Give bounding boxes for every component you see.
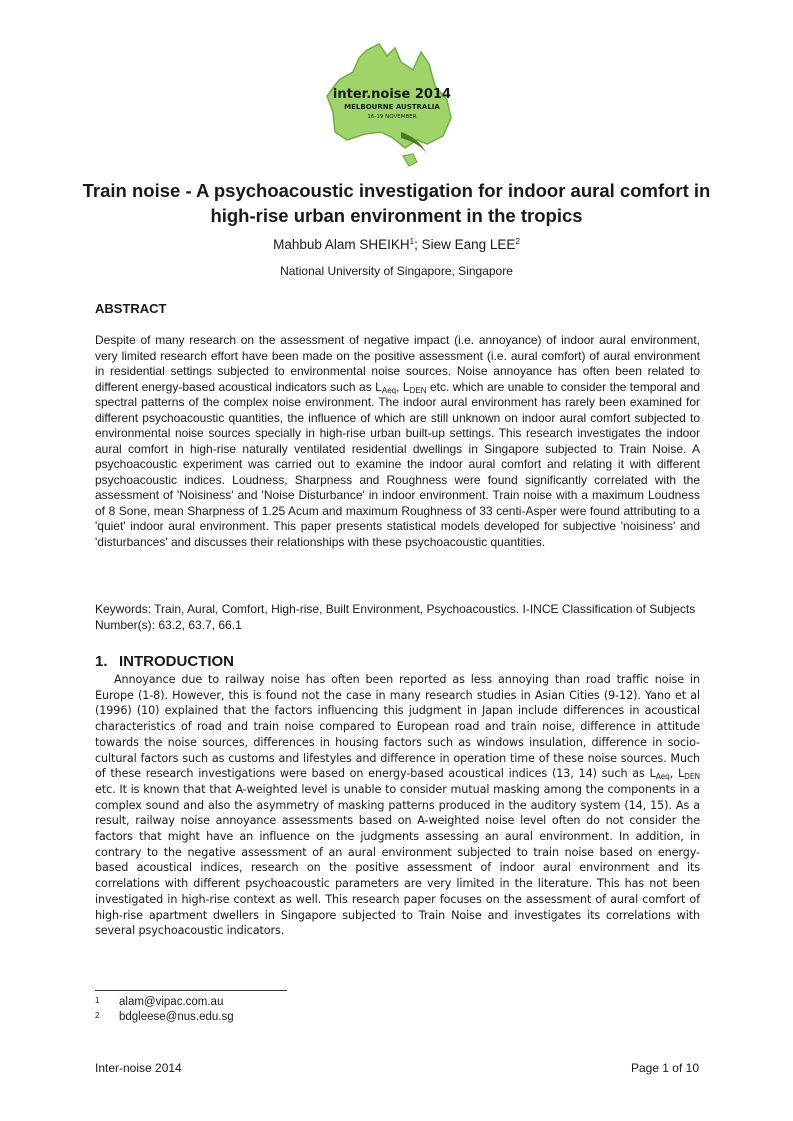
australia-map-icon (317, 40, 467, 172)
footnote-number: 1 (95, 996, 100, 1005)
footnote (95, 995, 234, 1010)
author-separator: ; (414, 237, 422, 252)
author-name: Siew Eang LEE (421, 237, 516, 252)
section-heading-introduction (95, 653, 234, 671)
subscript: Aeq (655, 772, 670, 782)
section-title: INTRODUCTION (119, 653, 234, 670)
footnote (95, 1010, 234, 1025)
abstract-text-segment: , L (396, 379, 410, 394)
conference-logo (317, 40, 467, 172)
paper-title: Train noise - A psychoacoustic investigation for indoor aural comfort in high-rise urban environment in the tropics (82, 180, 711, 226)
footnote-email: alam@vipac.com.au (119, 996, 224, 1008)
author-name: Mahbub Alam SHEIKH (273, 237, 410, 252)
intro-text-segment: etc. It is known that that A-weighted level is unable to consider mutual masking among the components in a complex sound and also the asymmetry of masking patterns produced in the auditory system (14, 15). As a result, railway noise annoyance assessments based on A-weighted noise level often do not consider the factors that might have an influence on the judgments assessing an aural environment. In addition, in contrary to the negative assessment of an aural environment subjected to train noise based on energy-based acoustical indices, research on the positive assessment of indoor aural environment and its correlations with different psychoacoustic parameters are very limited in the literature. This has not been investigated in high-rise context as well. This research paper focuses on the assessment of aural comfort of high-rise apartment dwellers in Singapore subjected to Train Noise and investigates its correlations with several psychoacoustic indicators. (95, 782, 700, 938)
footnote-divider (95, 990, 287, 991)
logo-dates: 16-19 NOVEMBER (367, 114, 417, 120)
logo-location: MELBOURNE AUSTRALIA (344, 103, 440, 111)
footer-conference: Inter-noise 2014 (95, 1061, 182, 1075)
subscript: DEN (409, 385, 427, 395)
intro-text-segment: Annoyance due to railway noise has often been reported as less annoying than road traffic noise in Europe (1-8). However, this is found not the case in many research studies in Asian Cities (9-12). Yano et al (1996) (10) explained that the factors influencing this judgment in Japan include differences in acoustical characteristics of road and train noise compared to European road and train noise, difference in attitude towards the noise sources, differences in housing factors such as windows insulation, difference in socio-cultural factors such as customs and lifestyles and difference in operation time of these noise sources. Much of these research investigations were based on energy-based acoustical indices (13, 14) such as L (95, 673, 700, 781)
abstract-text-segment: Despite of many research on the assessment of negative impact (i.e. annoyance) of indoor aural environment, very limited research effort have been made on the positive assessment (i.e. aural comfort) of aural environment in residential settings subjected to environmental noise sources. Noise annoyance has often been related to different energy-based acoustical indicators such as L (95, 333, 700, 394)
author-line (60, 236, 733, 254)
abstract-heading: ABSTRACT (95, 301, 167, 316)
subscript: DEN (684, 772, 700, 782)
subscript: Aeq (381, 385, 397, 395)
intro-text-segment: , L (669, 767, 685, 781)
footnote-number: 2 (95, 1011, 100, 1020)
footnote-marker: 1 (409, 237, 415, 246)
footnote-marker: 2 (515, 237, 520, 246)
introduction-body (95, 672, 700, 939)
abstract-text-segment: etc. which are unable to consider the temporal and spectral patterns of the complex noise environment. The indoor aural environment has rarely been examined for different psychoacoustic quantities, the influence of which are still unknown on indoor aural comfort subjected to environmental noise sources specially in high-rise urban built-up settings. This research investigates the indoor aural comfort in high-rise naturally ventilated residential dwellings in Singapore subjected to Train Noise. A psychoacoustic experiment was carried out to examine the indoor aural comfort and relating it with different psychoacoustic indices. Loudness, Sharpness and Roughness were found significantly correlated with the assessment of 'Noisiness' and 'Noise Disturbance' in indoor environment. Train noise with a maximum Loudness of 8 Sone, mean Sharpness of 1.25 Acum and maximum Roughness of 33 centi-Asper were found attributing to a 'quiet' indoor aural environment. This paper presents statistical models developed for subjective 'noisiness' and 'disturbances' and discusses their relationships with these psychoacoustic quantities. (95, 379, 700, 549)
affiliation: National University of Singapore, Singapore (280, 264, 513, 278)
keywords: Keywords: Train, Aural, Comfort, High-rise, Built Environment, Psychoacoustics. I-INCE Classification of Subjects Number(s): 63.2, 63.7, 66.1 (95, 602, 696, 632)
abstract-body (95, 333, 700, 550)
footnote-email: bdgleese@nus.edu.sg (119, 1011, 234, 1023)
section-number: 1. (95, 653, 108, 670)
footer-page-number: Page 1 of 10 (630, 1061, 699, 1075)
footnotes (95, 995, 234, 1025)
logo-title: inter.noise 2014 (332, 87, 452, 102)
